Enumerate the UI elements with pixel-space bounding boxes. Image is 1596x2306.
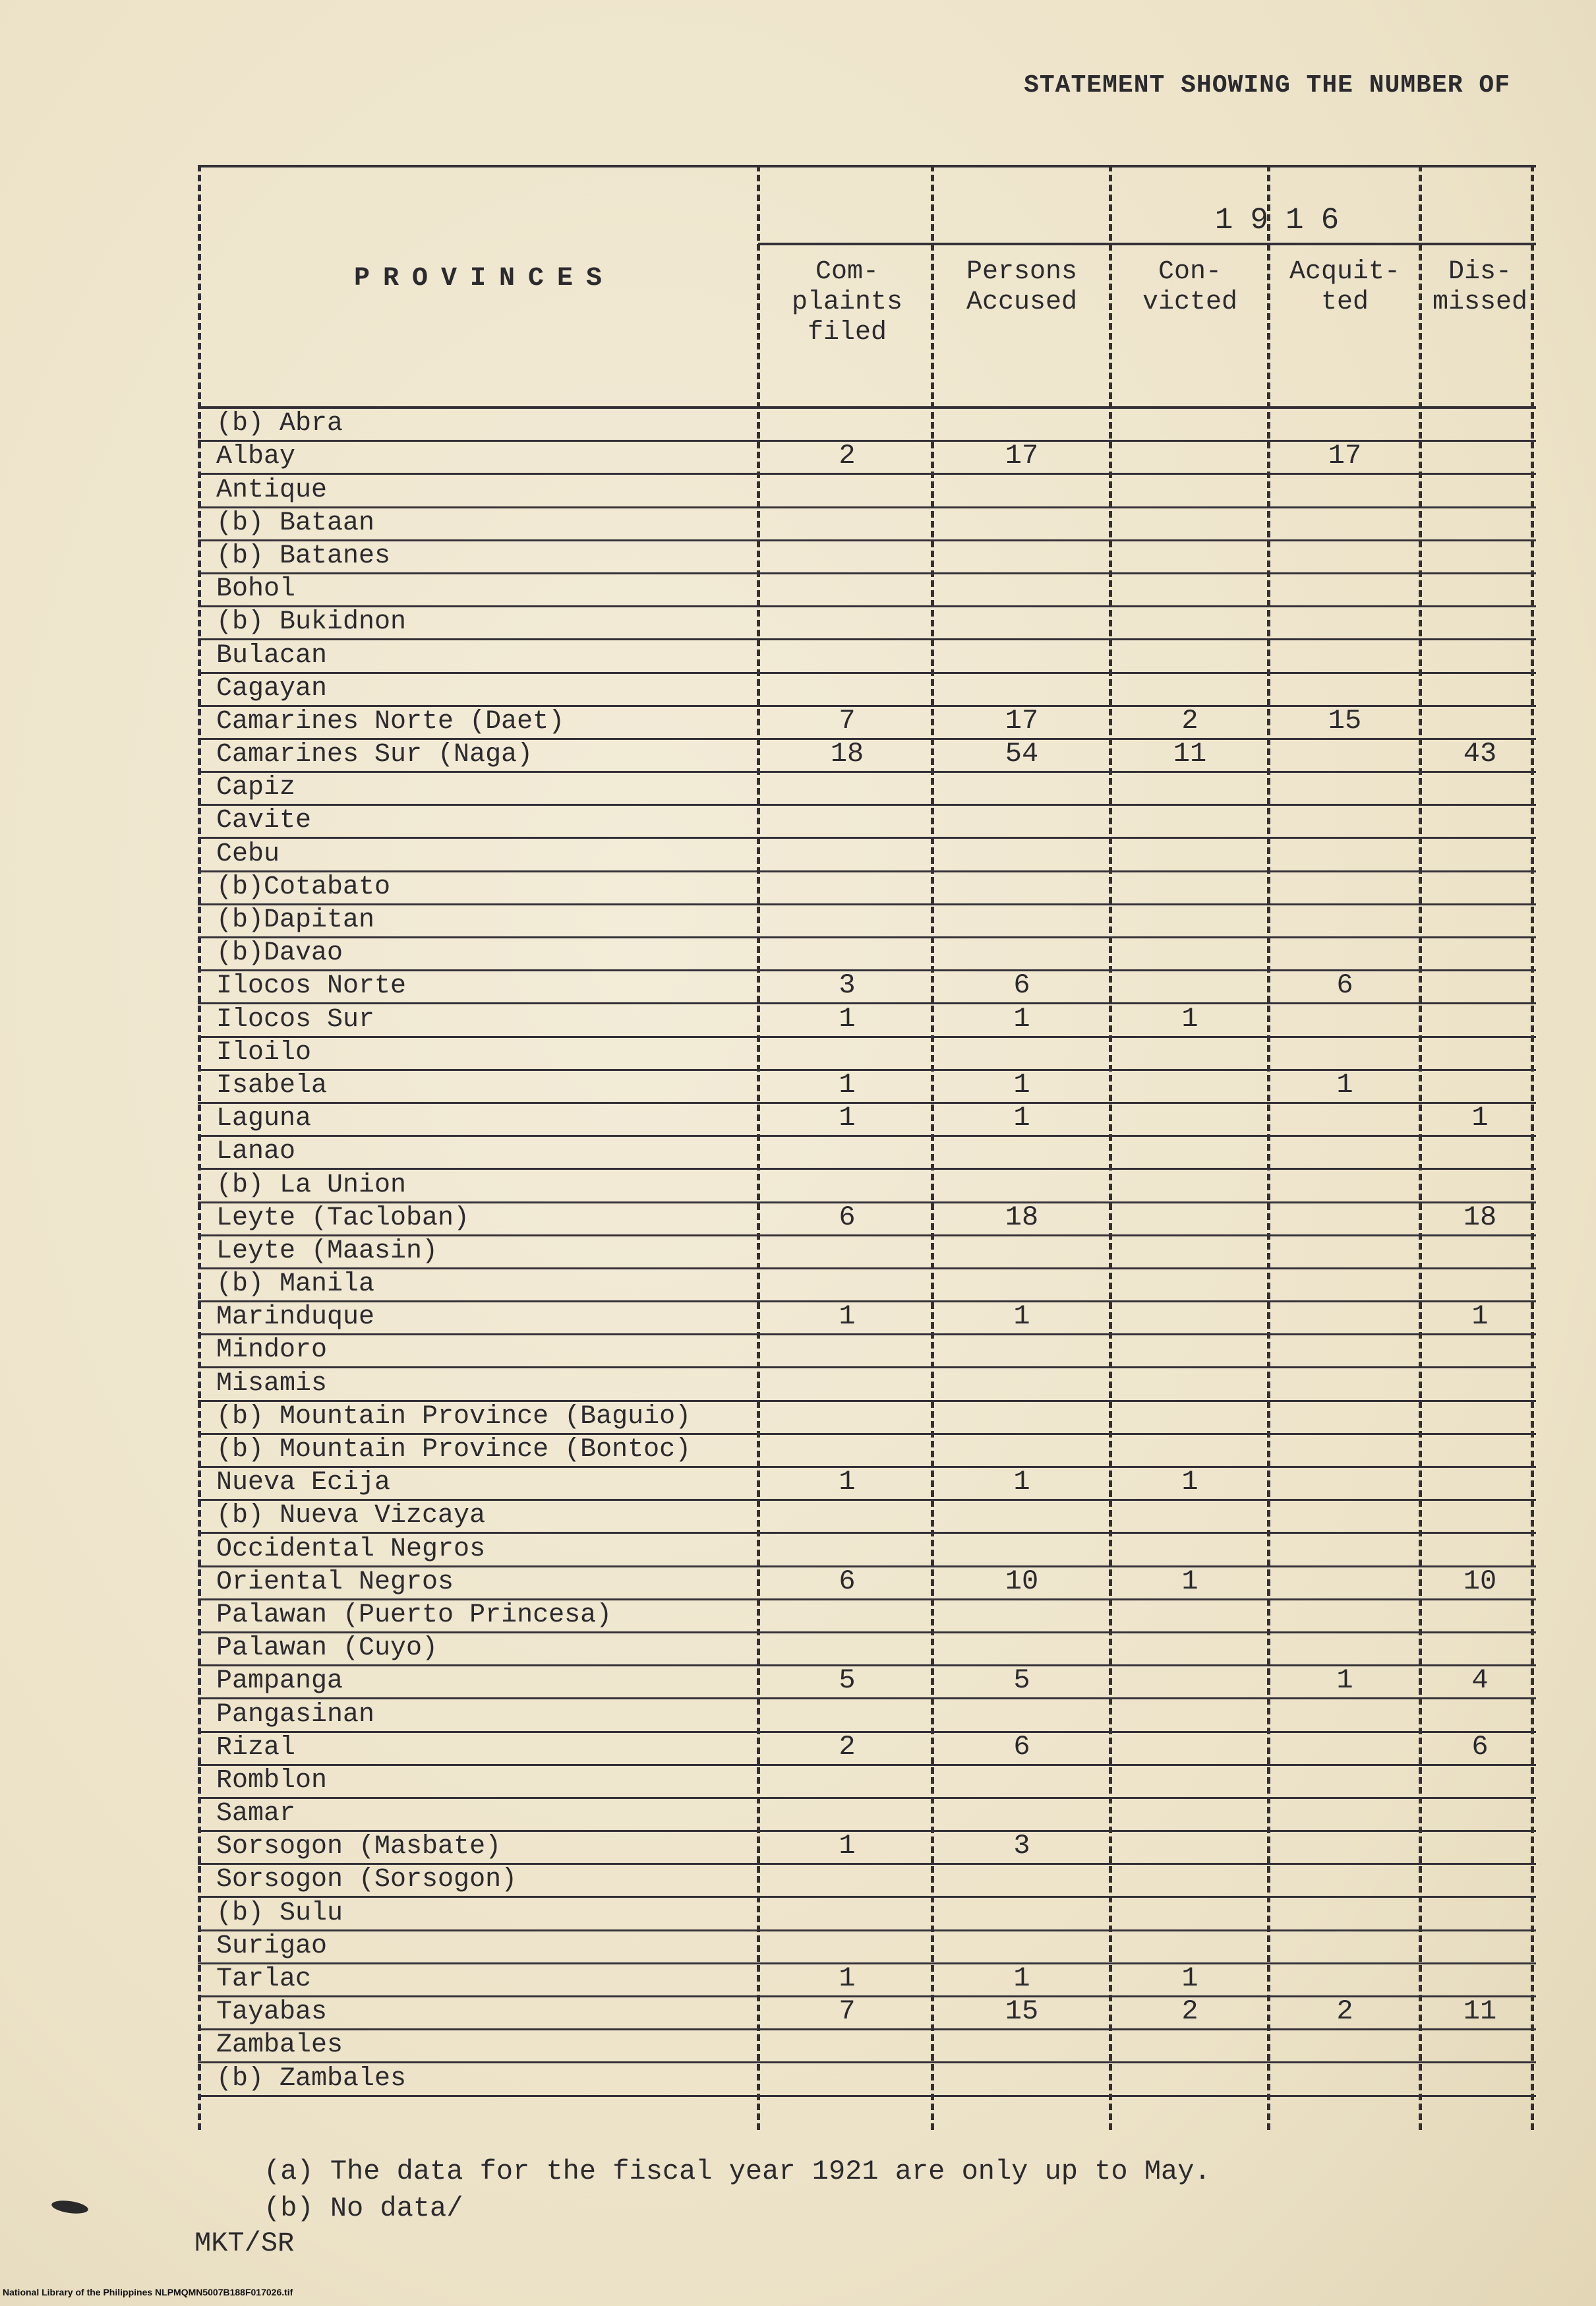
table-row — [198, 2063, 1536, 2096]
table-row — [198, 1567, 1536, 1600]
cell-value: 5 — [1013, 1664, 1030, 1697]
province-name: (b) Bataan — [216, 508, 375, 538]
table-row — [198, 1269, 1536, 1302]
table-row — [198, 640, 1536, 673]
cell-value: 1 — [839, 1962, 856, 1994]
column-header-complaints-filed: Com- plaints filed — [791, 257, 903, 348]
cell-value: 6 — [1013, 1730, 1030, 1763]
province-name: Palawan (Cuyo) — [216, 1633, 438, 1664]
cell-value: 7 — [839, 1995, 856, 2028]
table-row — [198, 1170, 1536, 1203]
province-name: Capiz — [216, 773, 296, 803]
province-name: (b) Nueva Vizcaya — [216, 1501, 486, 1531]
table-row — [198, 938, 1536, 971]
cell-value: 1 — [1181, 1466, 1198, 1498]
cell-value: 2 — [839, 440, 856, 472]
table-row — [198, 905, 1536, 938]
table-row — [198, 2030, 1536, 2063]
table-row — [198, 1435, 1536, 1468]
table-row — [198, 839, 1536, 872]
cell-value: 2 — [839, 1730, 856, 1763]
cell-value: 43 — [1463, 738, 1497, 770]
province-name: (b) Zambales — [216, 2063, 407, 2094]
table-row — [198, 1534, 1536, 1567]
table-row — [198, 1468, 1536, 1501]
statistics-table — [198, 165, 1536, 2130]
table-row — [198, 1666, 1536, 1699]
province-name: Rizal — [216, 1732, 296, 1763]
cell-value: 18 — [1463, 1201, 1497, 1233]
cell-value: 1 — [1013, 1300, 1030, 1333]
table-body — [198, 409, 1536, 2097]
province-name: Zambales — [216, 2030, 343, 2061]
table-row — [198, 1068, 1536, 1104]
cell-value: 1 — [839, 1300, 856, 1333]
table-row — [198, 475, 1536, 508]
cell-value: 2 — [1336, 1995, 1353, 2028]
table-row — [198, 1730, 1536, 1766]
column-header-convicted: Con- victed — [1142, 257, 1238, 317]
province-name: (b)Dapitan — [216, 905, 375, 935]
table-row — [198, 508, 1536, 541]
province-name: (b) Manila — [216, 1269, 375, 1300]
table-row — [198, 971, 1536, 1004]
cell-value: 6 — [839, 1201, 856, 1233]
cell-value: 11 — [1173, 738, 1207, 770]
province-name: Laguna — [216, 1104, 312, 1134]
province-name: Camarines Sur (Naga) — [216, 740, 533, 770]
column-header-persons-accused: Persons Accused — [966, 257, 1078, 317]
table-row — [198, 1137, 1536, 1170]
province-name: Samar — [216, 1799, 296, 1829]
footnote-a: (a) The data for the fiscal year 1921 are only up to May. — [264, 2156, 1211, 2187]
table-row — [198, 1501, 1536, 1534]
cell-value: 3 — [1013, 1830, 1030, 1862]
province-name: (b)Cotabato — [216, 872, 391, 902]
province-name: (b) Sulu — [216, 1898, 343, 1928]
cell-value: 6 — [1336, 969, 1353, 1002]
province-name: (b) Mountain Province (Baguio) — [216, 1401, 692, 1432]
cell-value: 1 — [839, 1466, 856, 1498]
cell-value: 17 — [1005, 704, 1039, 737]
cell-value: 18 — [1005, 1201, 1039, 1233]
table-row — [198, 740, 1536, 773]
province-name: (b) Abra — [216, 409, 343, 439]
table-row — [198, 704, 1536, 740]
cell-value: 1 — [1181, 1962, 1198, 1994]
cell-value: 15 — [1328, 704, 1362, 737]
province-name: Palawan (Puerto Princesa) — [216, 1600, 612, 1630]
table-row — [198, 1038, 1536, 1071]
table-row — [198, 1402, 1536, 1435]
table-row — [198, 574, 1536, 607]
table-row — [198, 1865, 1536, 1898]
province-name: Cebu — [216, 839, 280, 869]
province-name: Tayabas — [216, 1997, 328, 2028]
cell-value: 1 — [839, 1830, 856, 1862]
cell-value: 5 — [839, 1664, 856, 1697]
province-name: Sorsogon (Sorsogon) — [216, 1865, 517, 1895]
cell-value: 1 — [1013, 1962, 1030, 1994]
table-row — [198, 1633, 1536, 1666]
province-name: Mindoro — [216, 1335, 328, 1366]
cell-value: 11 — [1463, 1995, 1497, 2028]
province-name: Pangasinan — [216, 1699, 375, 1730]
table-row — [198, 1203, 1536, 1236]
cell-value: 1 — [839, 1002, 856, 1035]
table-row — [198, 1302, 1536, 1335]
cell-value: 15 — [1005, 1995, 1039, 2028]
province-name: (b) Bukidnon — [216, 607, 407, 638]
cell-value: 10 — [1463, 1565, 1497, 1597]
cell-value: 6 — [1471, 1730, 1489, 1763]
province-name: (b) La Union — [216, 1170, 407, 1200]
cell-value: 1 — [1336, 1664, 1353, 1697]
table-row — [198, 1600, 1536, 1633]
cell-value: 2 — [1181, 704, 1198, 737]
province-name: Ilocos Sur — [216, 1004, 375, 1035]
cell-value: 10 — [1005, 1565, 1039, 1597]
column-header-acquitted: Acquit- ted — [1289, 257, 1401, 317]
table-row — [198, 409, 1536, 442]
province-name: Marinduque — [216, 1302, 375, 1333]
cell-value: 1 — [1336, 1068, 1353, 1101]
typist-initials: MKT/SR — [194, 2228, 295, 2259]
table-row — [198, 1699, 1536, 1732]
table-row — [198, 773, 1536, 806]
footnotes — [264, 2153, 1211, 2227]
table-row — [198, 541, 1536, 574]
cell-value: 7 — [839, 704, 856, 737]
table-row — [198, 1898, 1536, 1931]
province-name: Cavite — [216, 806, 312, 836]
province-name: Misamis — [216, 1368, 328, 1399]
table-row — [198, 1004, 1536, 1037]
cell-value: 1 — [1013, 1466, 1030, 1498]
cell-value: 4 — [1471, 1664, 1489, 1697]
cell-value: 6 — [839, 1565, 856, 1597]
province-name: Bulacan — [216, 640, 328, 671]
table-row — [198, 806, 1536, 839]
year-header: 1916 — [1214, 203, 1357, 237]
table-row — [198, 1799, 1536, 1832]
province-name: (b) Batanes — [216, 541, 391, 571]
province-name: Bohol — [216, 574, 296, 605]
province-name: Lanao — [216, 1137, 296, 1167]
province-name: Romblon — [216, 1765, 328, 1796]
cell-value: 2 — [1181, 1995, 1198, 2028]
cell-value: 18 — [830, 738, 864, 770]
footnote-b: (b) No data/ — [264, 2193, 463, 2224]
cell-value: 1 — [1471, 1102, 1489, 1134]
province-name: Leyte (Maasin) — [216, 1236, 438, 1266]
province-name: Albay — [216, 442, 296, 472]
library-caption: National Library of the Philippines NLPMQMN5007B188F017026.tif — [3, 2287, 293, 2297]
table-row — [198, 1368, 1536, 1401]
cell-value: 1 — [839, 1102, 856, 1134]
cell-value: 17 — [1005, 440, 1039, 472]
table-top-rule — [198, 165, 1536, 167]
province-name: (b) Mountain Province (Bontoc) — [216, 1435, 692, 1465]
table-row — [198, 442, 1536, 475]
province-name: Tarlac — [216, 1964, 312, 1994]
table-row — [198, 1766, 1536, 1799]
table-row — [198, 1832, 1536, 1865]
table-row — [198, 1964, 1536, 1997]
province-name: Ilocos Norte — [216, 971, 407, 1002]
table-row — [198, 674, 1536, 707]
cell-value: 1 — [1013, 1068, 1030, 1101]
table-row — [198, 1997, 1536, 2030]
province-name: Surigao — [216, 1931, 328, 1961]
table-row — [198, 607, 1536, 640]
cell-value: 1 — [1181, 1565, 1198, 1597]
province-name: Occidental Negros — [216, 1534, 486, 1564]
cell-value: 1 — [1013, 1002, 1030, 1035]
province-name: Camarines Norte (Daet) — [216, 706, 565, 737]
ink-blot — [51, 2199, 89, 2216]
table-row — [198, 1931, 1536, 1964]
cell-value: 1 — [1013, 1102, 1030, 1134]
cell-value: 1 — [1181, 1002, 1198, 1035]
table-row — [198, 1104, 1536, 1137]
cell-value: 3 — [839, 969, 856, 1002]
cell-value: 17 — [1328, 440, 1362, 472]
province-name: (b)Davao — [216, 938, 343, 969]
column-header-dismissed: Dis- missed — [1432, 257, 1528, 317]
province-name: Pampanga — [216, 1666, 343, 1697]
province-name: Antique — [216, 475, 328, 505]
cell-value: 1 — [839, 1068, 856, 1101]
table-row — [198, 1236, 1536, 1269]
province-name: Sorsogon (Masbate) — [216, 1832, 502, 1862]
year-rule — [758, 243, 1536, 245]
province-name: Iloilo — [216, 1037, 312, 1068]
table-row — [198, 1335, 1536, 1368]
province-name: Leyte (Tacloban) — [216, 1203, 470, 1233]
document-heading: STATEMENT SHOWING THE NUMBER OF — [1024, 71, 1510, 100]
province-name: Nueva Ecija — [216, 1468, 391, 1498]
province-name: Cagayan — [216, 673, 328, 704]
cell-value: 1 — [1471, 1300, 1489, 1333]
cell-value: 6 — [1013, 969, 1030, 1002]
provinces-header: PROVINCES — [353, 264, 616, 293]
cell-value: 54 — [1005, 738, 1039, 770]
province-name: Oriental Negros — [216, 1567, 454, 1597]
province-name: Isabela — [216, 1070, 328, 1101]
table-row — [198, 872, 1536, 905]
